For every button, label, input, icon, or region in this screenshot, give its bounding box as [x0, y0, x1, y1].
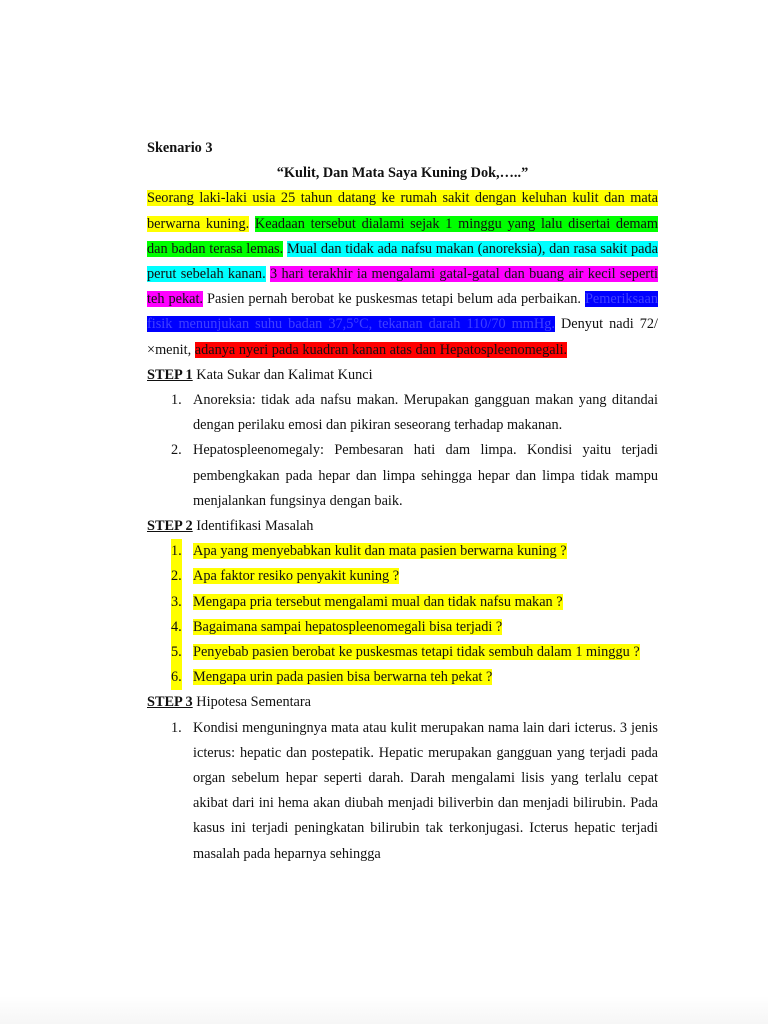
list-item	[147, 716, 658, 867]
step1-heading	[147, 363, 658, 388]
list-item-number: 2.	[171, 564, 182, 589]
list-item-text: Mengapa pria tersebut mengalami mual dan tidak nafsu makan ?	[193, 593, 563, 610]
step1-list	[147, 388, 658, 514]
scenario-sentence-nausea: Mual dan tidak ada nafsu makan (anoreksia), dan rasa sakit pada perut sebelah kanan.	[147, 240, 659, 283]
list-item	[147, 438, 658, 514]
list-item-text: Hepatospleenomegaly: Pembesaran hati dam limpa. Kondisi yaitu terjadi pembengkakan pada hepar dan limpa sehingga hepar dan limpa tidak mampu menjalankan fungsinya dengan baik.	[193, 442, 658, 509]
list-item-text: Bagaimana sampai hepatospleenomegali bisa terjadi ?	[193, 618, 503, 635]
list-item	[147, 590, 658, 615]
page-bottom-edge	[0, 996, 768, 1024]
scenario-sentence-pulse: Denyut nadi 72/×menit,	[147, 316, 659, 358]
scenario-sentence-duration: Keadaan tersebut dialami sejak 1 minggu yang lalu disertai demam dan badan terasa lemas.	[147, 215, 659, 257]
step2-list	[147, 539, 658, 690]
scenario-sentence-itching: 3 hari terakhir ia mengalami gatal-gatal dan buang air kecil seperti teh pekat.	[147, 266, 659, 308]
list-item-text: Anoreksia: tidak ada nafsu makan. Merupakan gangguan makan yang ditandai dengan perilaku emosi dan pikiran seseorang terhadap makanan.	[193, 392, 658, 434]
list-item	[147, 665, 658, 690]
list-item-text: Penyebab pasien berobat ke puskesmas tetapi tidak sembuh dalam 1 minggu ?	[193, 644, 640, 661]
scenario-sentence-chief-complaint: Seorang laki-laki usia 25 tahun datang ke rumah sakit dengan keluhan kulit dan mata berwarna kuning.	[147, 190, 658, 232]
step3-label: STEP 3	[147, 694, 193, 711]
list-item-text: Mengapa urin pada pasien bisa berwarna teh pekat ?	[193, 669, 493, 686]
step2-title: Identifikasi Masalah	[196, 518, 314, 535]
step2-heading	[147, 514, 658, 539]
list-item	[147, 640, 658, 665]
list-item-text: Kondisi menguningnya mata atau kulit merupakan nama lain dari icterus. 3 jenis icterus: hepatic dan postepatik. Hepatic merupakan gangguan yang terjadi pada organ sebelum hepar seperti darah. Darah mengalami lisis yang terlalu cepat akibat dari ini hema akan diubah menjadi biliverbin dan menjadi bilirubin. Pada kasus ini terjadi peningkatan bilirubin tak terkonjugasi. Icterus hepatic terjadi masalah pada heparnya sehingga	[193, 719, 658, 862]
list-item-number: 6.	[171, 665, 182, 690]
list-item-number: 4.	[171, 615, 182, 640]
scenario-sentence-exam: Pemeriksaan fisik menunjukan suhu badan 37,5°C, tekanan darah 110/70 mmHg.	[147, 291, 658, 333]
list-item	[147, 564, 658, 589]
list-item-number: 2.	[171, 442, 182, 459]
list-item-number: 1.	[171, 392, 182, 409]
document-subtitle: “Kulit, Dan Mata Saya Kuning Dok,…..”	[276, 165, 529, 182]
list-item	[147, 539, 658, 564]
step3-list	[147, 716, 658, 867]
step3-title: Hipotesa Sementara	[196, 694, 312, 711]
list-item-number: 1.	[171, 539, 182, 564]
list-item-text: Apa faktor resiko penyakit kuning ?	[193, 568, 400, 585]
list-item	[147, 388, 658, 438]
step2-label: STEP 2	[147, 518, 193, 535]
list-item-text: Apa yang menyebabkan kulit dan mata pasien berwarna kuning ?	[193, 543, 567, 560]
document-body	[147, 136, 658, 867]
list-item-number: 5.	[171, 640, 182, 665]
list-item	[147, 615, 658, 640]
scenario-sentence-pain: adanya nyeri pada kuadran kanan atas dan Hepatospleenomegali.	[194, 341, 568, 358]
step1-label: STEP 1	[147, 366, 193, 383]
document-title: Skenario 3	[147, 140, 213, 156]
step3-heading	[147, 690, 658, 715]
step1-title: Kata Sukar dan Kalimat Kunci	[196, 366, 373, 383]
scenario-paragraph	[147, 186, 658, 362]
scenario-sentence-puskesmas: Pasien pernah berobat ke puskesmas tetapi belum ada perbaikan.	[207, 291, 581, 308]
list-item-number: 1.	[171, 719, 182, 736]
list-item-number: 3.	[171, 590, 182, 615]
